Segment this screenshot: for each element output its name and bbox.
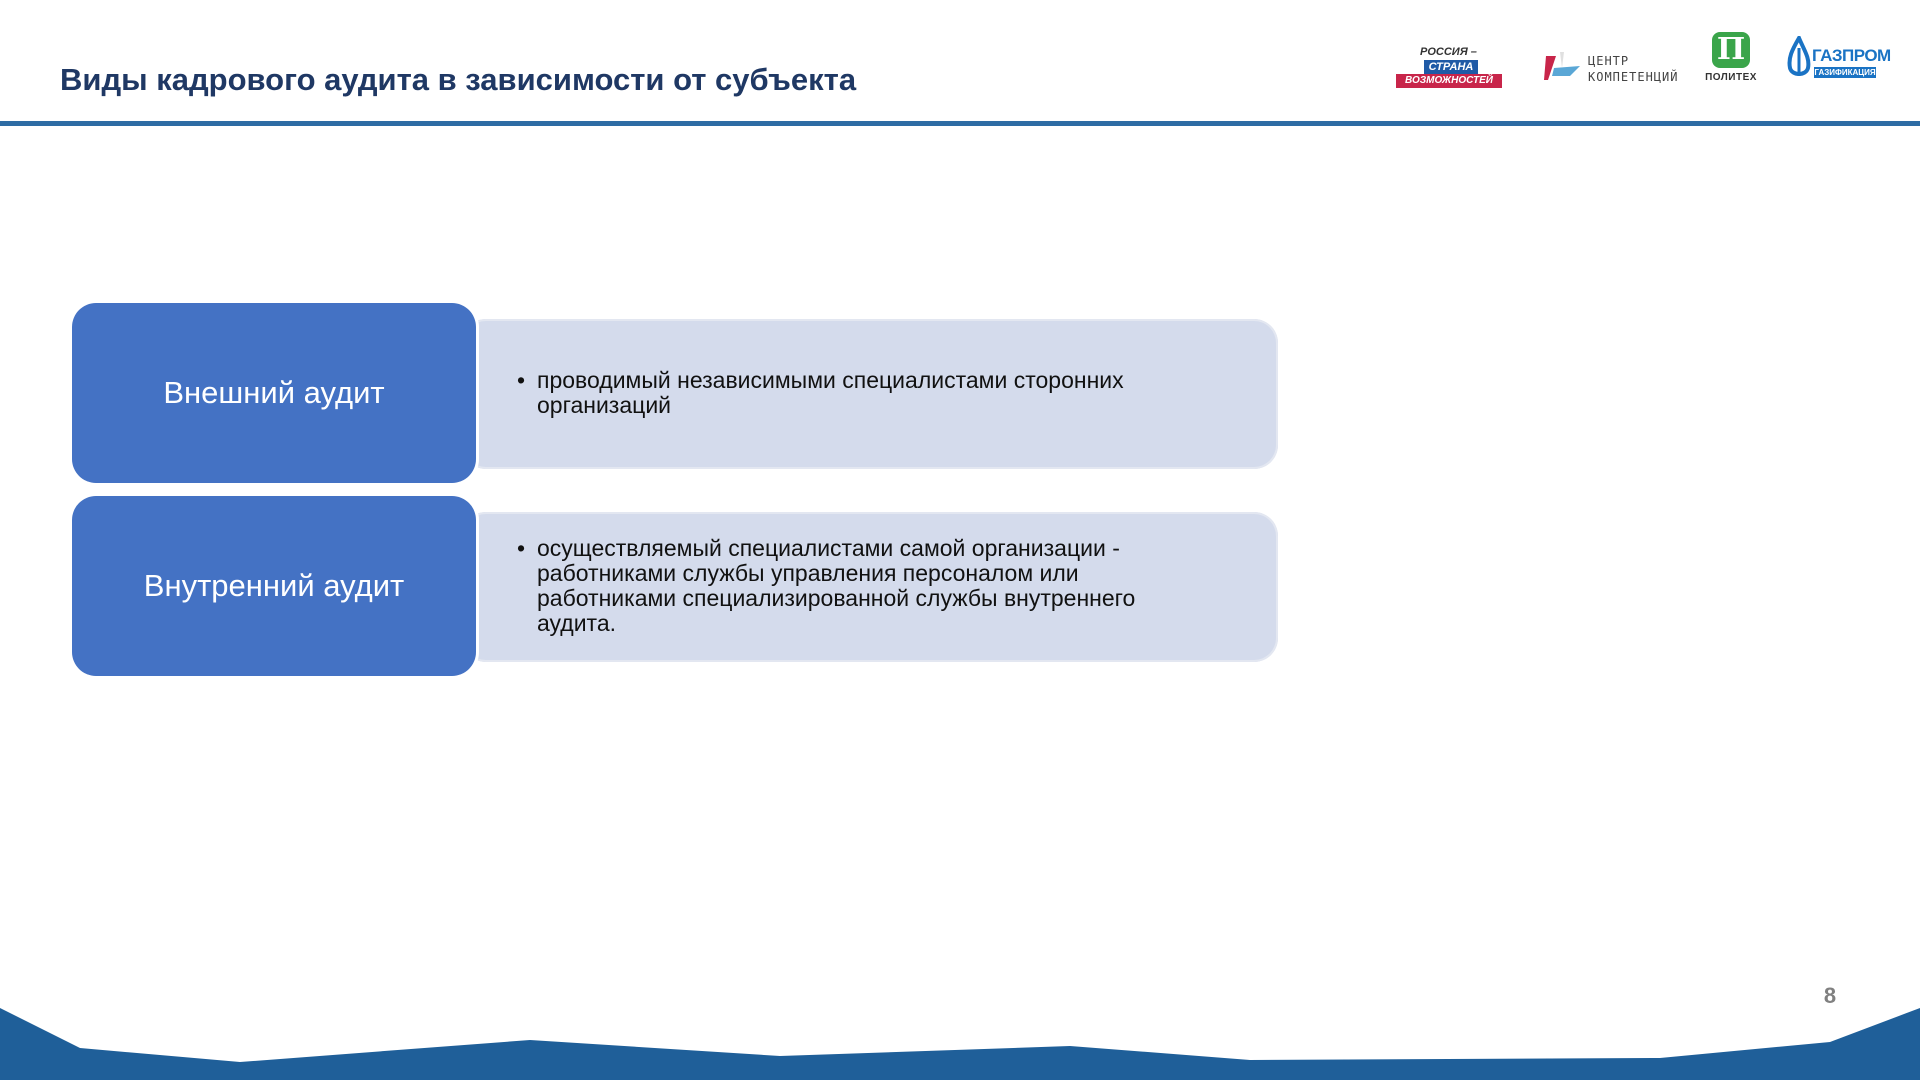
external-audit-label: Внешний аудит <box>163 375 385 410</box>
russia-logo-line3: ВОЗМОЖНОСТЕЙ <box>1396 74 1502 88</box>
gazprom-logo-line2: ГАЗИФИКАЦИЯ <box>1814 68 1876 77</box>
competence-center-icon <box>1540 46 1584 90</box>
competence-center-logo <box>1540 46 1679 90</box>
internal-audit-label-box <box>72 496 476 676</box>
internal-audit-points <box>517 536 1157 636</box>
internal-audit-point: • осуществляемый специалистами самой организации - работниками службы управления персоналом или работниками специализированной службы внутреннего аудита. <box>517 536 1157 636</box>
gazprom-flame-icon <box>1784 36 1814 80</box>
gazprom-logo-line1: ГАЗПРОМ <box>1812 46 1891 65</box>
external-audit-label-box <box>72 303 476 483</box>
competence-center-line1: ЦЕНТР <box>1588 54 1630 68</box>
header-divider <box>0 121 1920 126</box>
competence-center-line2: КОМПЕТЕНЦИЙ <box>1588 70 1679 84</box>
russia-logo-line2: СТРАНА <box>1424 60 1478 74</box>
politeh-icon <box>1712 32 1750 68</box>
internal-audit-row <box>72 496 1208 676</box>
page-number: 8 <box>1823 983 1837 1008</box>
external-audit-points <box>517 368 1157 418</box>
russia-logo <box>1396 44 1504 88</box>
external-audit-point: • проводимый независимыми специалистами сторонних организаций <box>517 368 1157 418</box>
gazprom-logo <box>1784 36 1891 84</box>
external-audit-row <box>72 303 1208 483</box>
politeh-logo <box>1700 32 1762 86</box>
politeh-logo-text: ПОЛИТЕХ <box>1705 72 1757 83</box>
politeh-glyph: П <box>1716 32 1746 67</box>
internal-audit-label: Внутренний аудит <box>143 568 405 603</box>
slide-title: Виды кадрового аудита в зависимости от субъекта <box>60 62 857 97</box>
russia-logo-line1: РОССИЯ – <box>1420 46 1477 58</box>
footer-wave <box>0 1000 1920 1080</box>
